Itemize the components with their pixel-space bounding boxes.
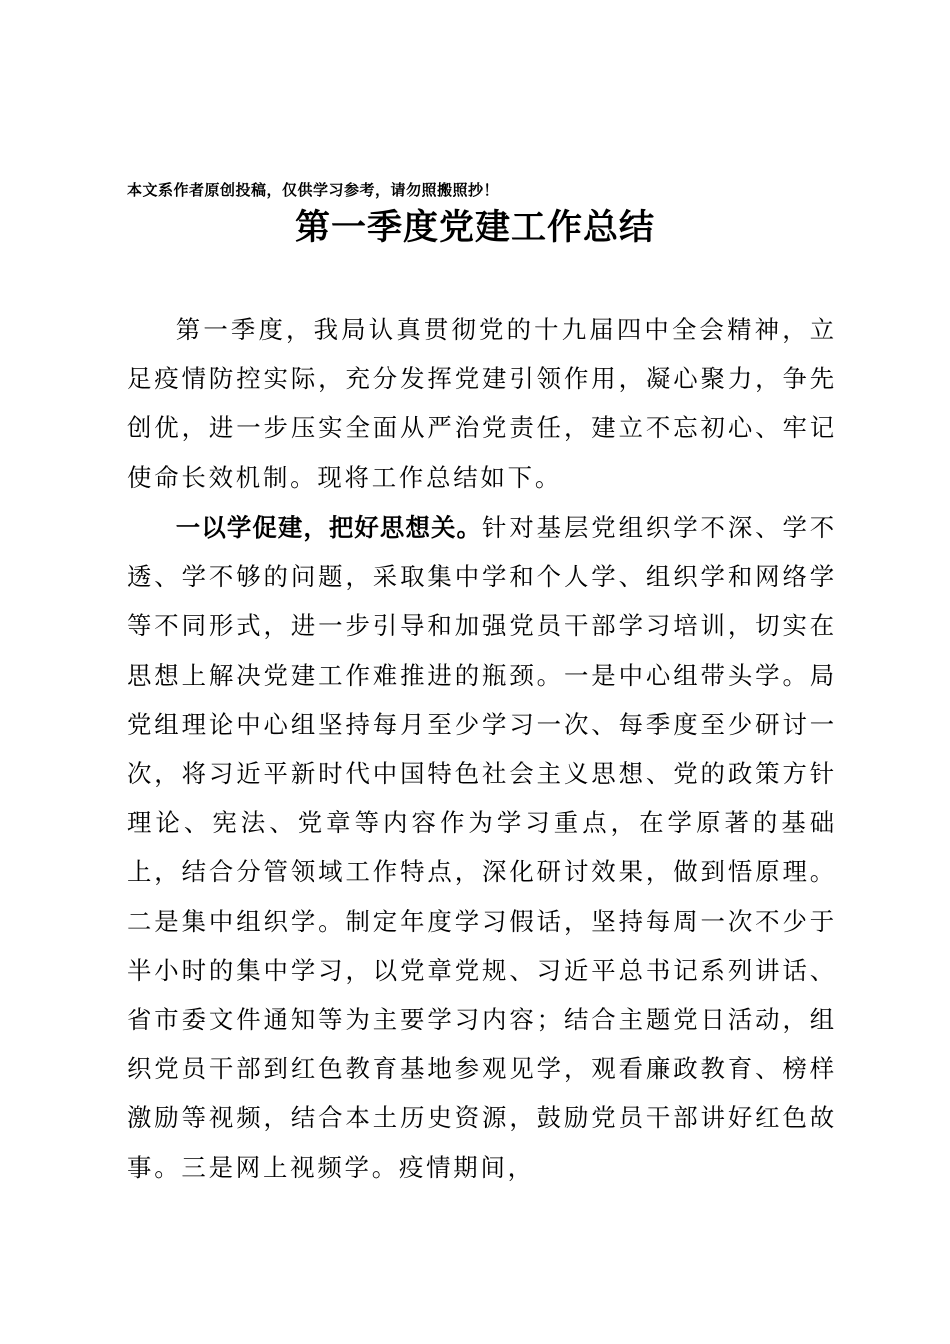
copyright-notice: 本文系作者原创投稿，仅供学习参考，请勿照搬照抄！ bbox=[127, 181, 500, 199]
section-heading: 一以学促建，把好思想关。 bbox=[175, 513, 482, 542]
section-body: 针对基层党组织学不深、学不透、学不够的问题，采取集中学和个人学、组织学和网络学等不同形式，进一步引导和加强党员干部学习培训，切实在思想上解决党建工作难推进的瓶颈。一是中心组带头学。局党组理论中心组坚持每月至少学习一次、每季度至少研讨一次，将习近平新时代中国特色社会主义思想、党的政策方针理论、宪法、党章等内容作为学习重点，在学原著的基础上，结合分管领域工作特点，深化研讨效果，做到悟原理。二是集中组织学。制定年度学习假话，坚持每周一次不少于半小时的集中学习，以党章党规、习近平总书记系列讲话、省市委文件通知等为主要学习内容；结合主题党日活动，组织党员干部到红色教育基地参观见学，观看廉政教育、榜样激励等视频，结合本土历史资源，鼓励党员干部讲好红色故事。三是网上视频学。疫情期间， bbox=[127, 513, 837, 1182]
document-title: 第一季度党建工作总结 bbox=[294, 207, 655, 248]
intro-paragraph: 第一季度，我局认真贯彻党的十九届四中全会精神，立足疫情防控实际，充分发挥党建引领作用，凝心聚力，争先创优，进一步压实全面从严治党责任，建立不忘初心、牢记使命长效机制。现将工作总结如下。 bbox=[127, 315, 837, 492]
section-paragraph bbox=[127, 503, 837, 1192]
